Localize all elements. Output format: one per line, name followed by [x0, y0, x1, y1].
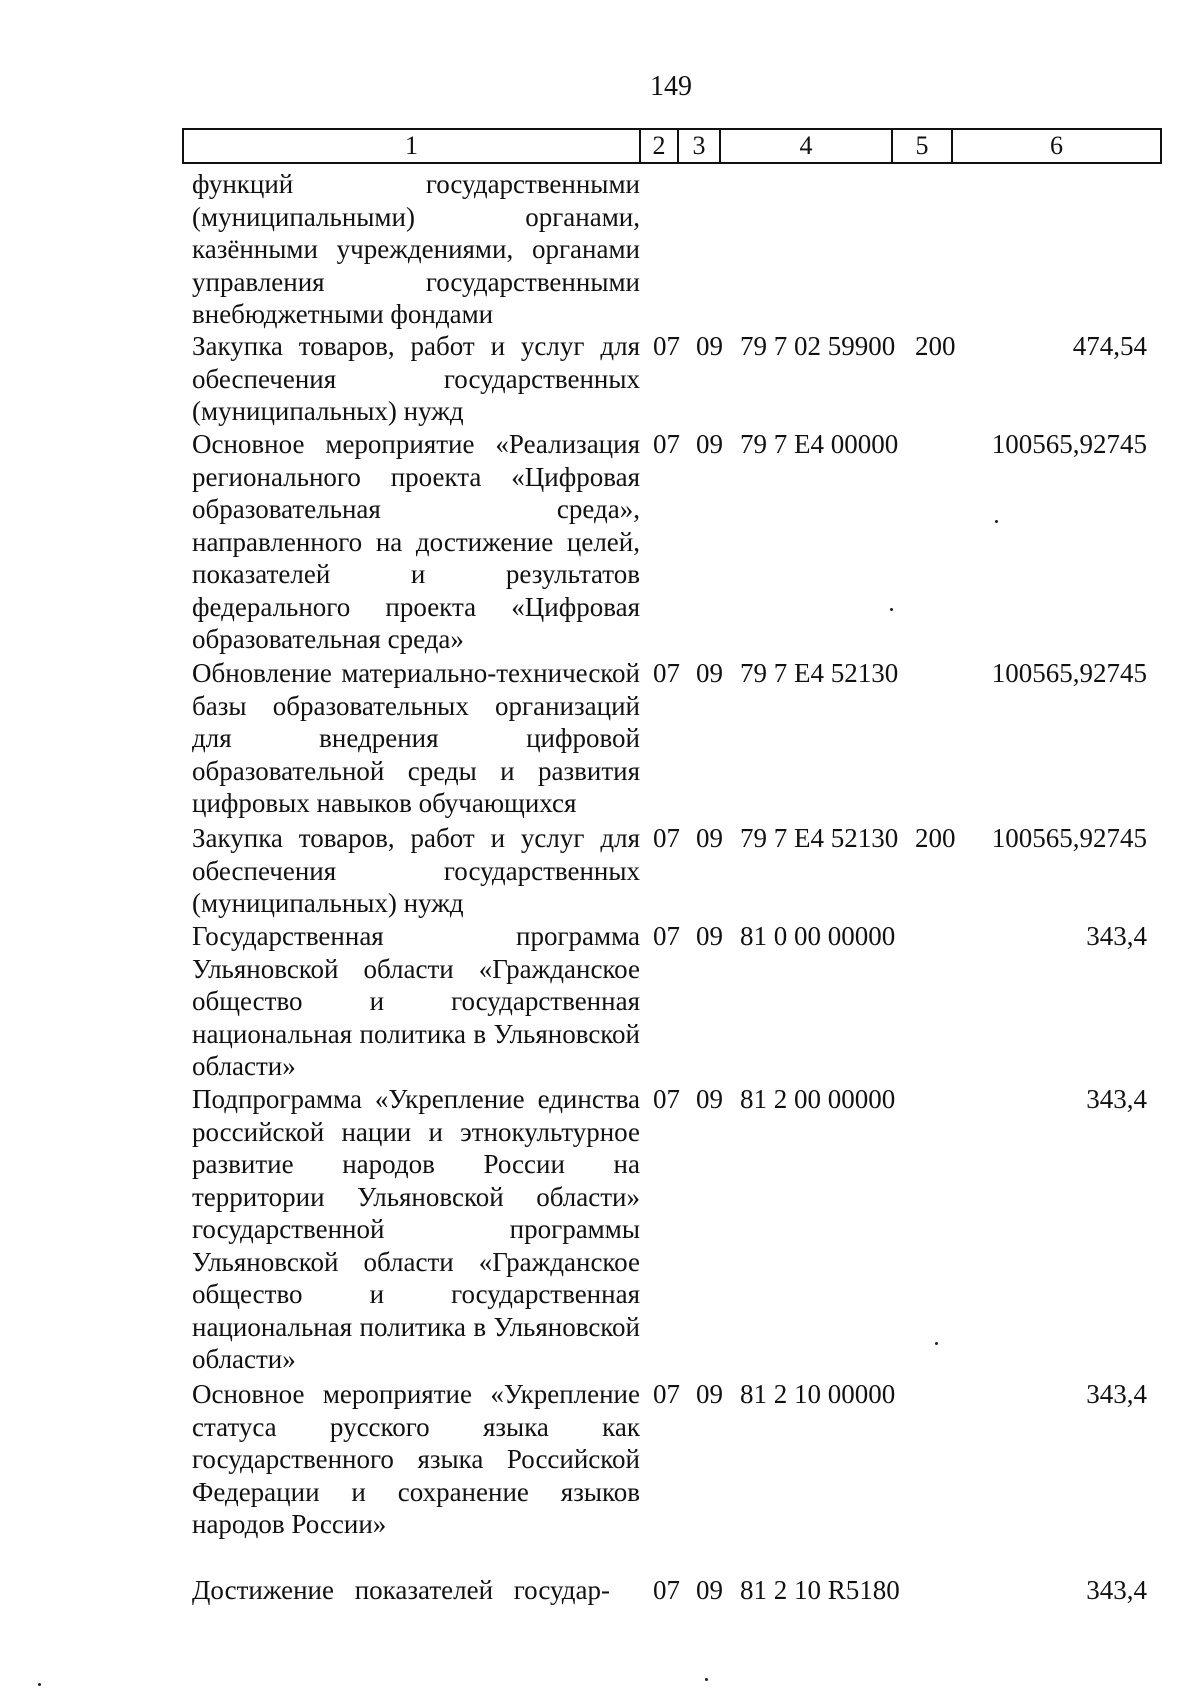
row-description: Основное мероприятие «Реализация регионального проекта «Цифровая образовательная среда», направленного на достижение целей, показателей и результатов федерального проекта «Цифровая образовательная среда»	[192, 429, 640, 654]
header-col-1: 1	[405, 131, 418, 160]
row-description: Подпрограмма «Укрепление единства российской нации и этнокультурное развитие народов России на территории Ульяновской области» государственной программы Ульяновской области «Гражданское общество и государственная национальная политика в Ульяновской области»	[192, 1084, 640, 1374]
page-number: 149	[650, 71, 692, 102]
row-col-2: 07	[653, 658, 680, 688]
header-col-2: 2	[652, 131, 666, 160]
row-col-3: 09	[696, 1575, 723, 1605]
row-description: функций государственными (муниципальными) органами, казёнными учреждениями, органами управления государственными внебюджетными фондами	[192, 169, 640, 329]
row-col-2: 07	[653, 921, 680, 951]
row-col-4: 79 7 E4 52130	[740, 823, 899, 853]
row-description: Государственная программа Ульяновской области «Гражданское общество и государственная национальная политика в Ульяновской области»	[192, 921, 640, 1081]
row-col-4: 81 2 00 00000	[740, 1084, 896, 1114]
row-col-4: 81 2 10 00000	[740, 1379, 896, 1409]
row-col-2: 07	[653, 1084, 680, 1114]
row-col-6: 343,4	[1086, 1084, 1147, 1114]
row-col-6: 474,54	[1072, 331, 1147, 361]
row-col-6: 343,4	[1086, 1379, 1147, 1409]
row-col-6: 100565,92745	[991, 823, 1147, 853]
row-col-6: 343,4	[1086, 1575, 1147, 1605]
row-col-4: 81 0 00 00000	[740, 921, 896, 951]
row-col-4: 79 7 E4 00000	[740, 429, 899, 459]
row-col-2: 07	[653, 1379, 680, 1409]
row-description: Основное мероприятие «Укрепление статуса русского языка как государственного языка Российской Федерации и сохранение языков народов России»	[192, 1379, 640, 1539]
table-header	[182, 128, 1162, 164]
row-col-3: 09	[696, 1379, 723, 1409]
row-col-4: 79 7 02 59900	[740, 331, 896, 361]
row-description: Обновление материально-технической базы образовательных организаций для внедрения цифровой образовательной среды и развития цифровых навыков обучающихся	[192, 658, 640, 818]
header-col-4: 4	[799, 131, 813, 160]
row-col-2: 07	[653, 429, 680, 459]
scan-speck	[890, 608, 893, 611]
row-col-2: 07	[653, 331, 680, 361]
row-col-6: 100565,92745	[991, 429, 1147, 459]
header-col-3: 3	[692, 131, 706, 160]
row-description: Закупка товаров, работ и услуг для обеспечения государственных (муниципальных) нужд	[192, 823, 640, 918]
row-col-3: 09	[696, 823, 723, 853]
row-col-4: 81 2 10 R5180	[740, 1575, 900, 1605]
row-col-3: 09	[696, 331, 723, 361]
row-col-6: 100565,92745	[991, 658, 1147, 688]
row-col-2: 07	[653, 823, 680, 853]
header-col-5: 5	[915, 131, 929, 160]
scan-speck	[38, 1683, 41, 1686]
row-col-3: 09	[696, 658, 723, 688]
header-col-6: 6	[1050, 131, 1063, 160]
scan-speck	[935, 1342, 938, 1345]
row-description: Достижение показателей государ-	[192, 1575, 610, 1605]
row-col-5: 200	[915, 823, 956, 853]
row-col-5: 200	[915, 331, 956, 361]
row-description: Закупка товаров, работ и услуг для обеспечения государственных (муниципальных) нужд	[192, 331, 640, 426]
scan-speck	[705, 1678, 708, 1681]
scan-speck	[995, 520, 998, 523]
row-col-2: 07	[653, 1575, 680, 1605]
row-col-3: 09	[696, 921, 723, 951]
row-col-4: 79 7 E4 52130	[740, 658, 899, 688]
row-col-6: 343,4	[1086, 921, 1147, 951]
row-col-3: 09	[696, 1084, 723, 1114]
row-col-3: 09	[696, 429, 723, 459]
